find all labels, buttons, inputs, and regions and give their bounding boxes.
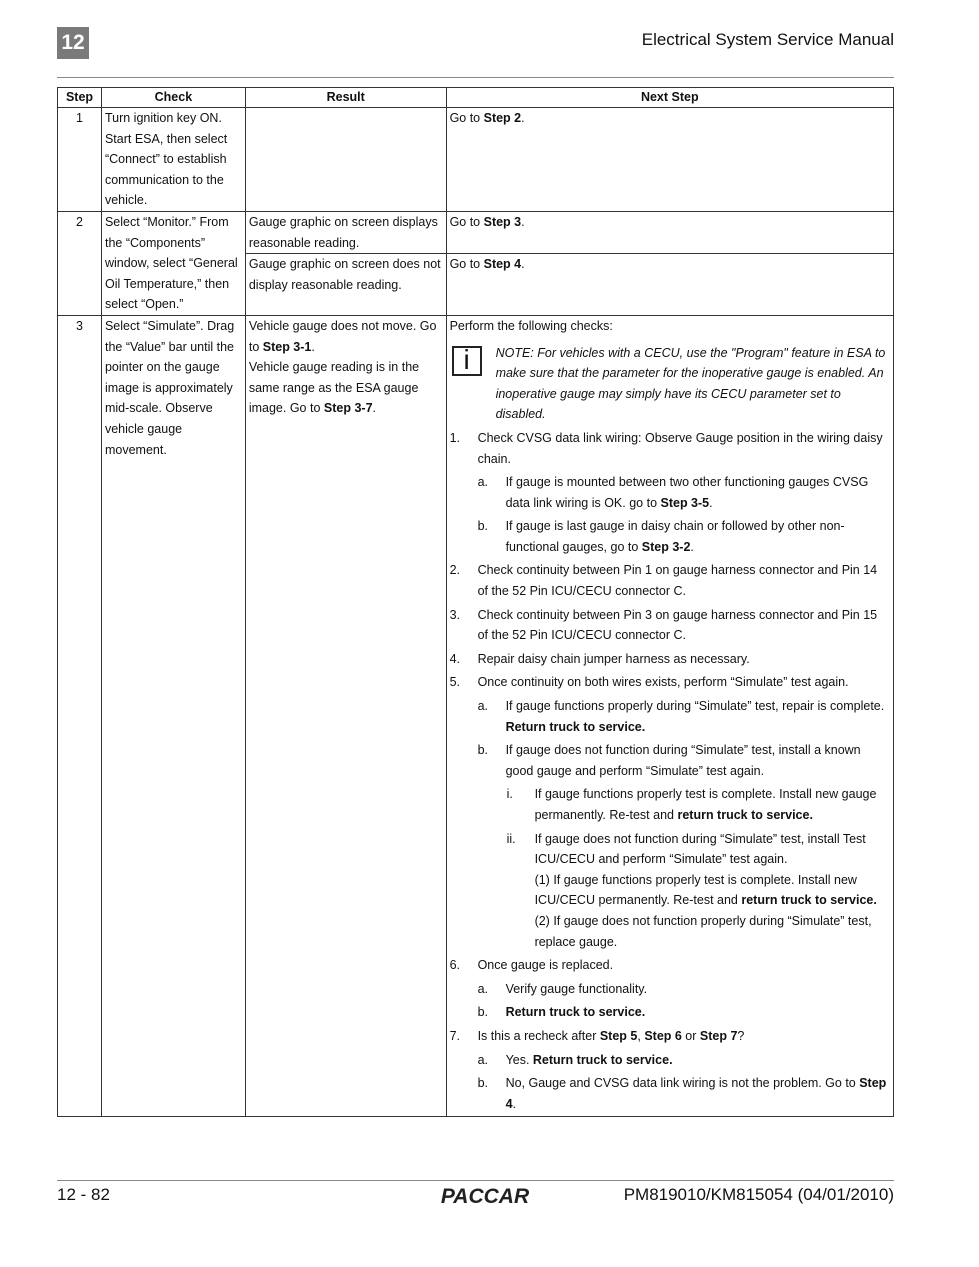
list-item: 6. Once gauge is replaced. <box>449 958 614 973</box>
note-block <box>450 343 890 425</box>
next-step-cell: Go to Step 2. <box>446 108 893 212</box>
header-divider <box>57 77 894 78</box>
list-item: 3. Check continuity between Pin 3 on gauge harness connector and Pin 15 of the 52 Pin ICU/CECU connector C. <box>449 607 878 643</box>
list-item: a. If gauge functions properly during “Simulate” test, repair is complete. Return truck to service. <box>477 699 885 734</box>
step-number: 2 <box>58 211 102 315</box>
list-item: b. If gauge does not function during “Simulate” test, install a known good gauge and perform “Simulate” test again. <box>477 743 861 778</box>
column-header-step: Step <box>58 88 102 108</box>
column-header-result: Result <box>245 88 446 108</box>
step-number: 1 <box>58 108 102 212</box>
table-row <box>58 108 894 212</box>
table-header-row <box>58 88 894 108</box>
list-item: a. If gauge is mounted between two other functioning gauges CVSG data link wiring is OK. go to Step 3-5. <box>477 475 869 510</box>
step-number: 3 <box>58 315 102 1116</box>
svg-text:PACCAR: PACCAR <box>440 1185 530 1207</box>
result-line: Vehicle gauge reading is in the same range as the ESA gauge image. Go to Step 3-7. <box>248 360 420 416</box>
next-step-cell: Go to Step 3. <box>446 211 893 254</box>
next-step-cell <box>446 315 893 1116</box>
list-item: 7. Is this a recheck after Step 5, Step 6 or Step 7? <box>449 1028 745 1043</box>
column-header-check: Check <box>101 88 245 108</box>
table-row <box>58 211 894 254</box>
check-cell: Select “Monitor.” From the “Components” window, select “General Oil Temperature,” then select “Open.” <box>101 211 245 315</box>
list-item: b. If gauge is last gauge in daisy chain or followed by other non-functional gauges, go to Step 3-2. <box>477 519 845 554</box>
column-header-next-step: Next Step <box>446 88 893 108</box>
list-item: b. No, Gauge and CVSG data link wiring is not the problem. Go to Step 4. <box>477 1076 887 1111</box>
result-cell: Gauge graphic on screen displays reasonable reading. <box>245 211 446 254</box>
info-icon: i <box>452 346 482 376</box>
page-number: 12 - 82 <box>57 1185 110 1204</box>
list-item: a. Yes. Return truck to service. <box>477 1052 673 1067</box>
check-cell: Turn ignition key ON. Start ESA, then select “Connect” to establish communication to the vehicle. <box>101 108 245 212</box>
list-item: 1. Check CVSG data link wiring: Observe Gauge position in the wiring daisy chain. <box>449 430 883 466</box>
checks-intro: Perform the following checks: <box>449 318 613 333</box>
paccar-logo <box>433 1183 537 1207</box>
document-id: PM819010/KM815054 (04/01/2010) <box>623 1185 894 1204</box>
result-cell <box>245 315 446 1116</box>
chapter-number-badge: 12 <box>57 27 89 59</box>
list-item: i. If gauge functions properly test is complete. Install new gauge permanently. Re-test and return truck to service. <box>506 787 877 822</box>
footer-divider <box>57 1180 894 1181</box>
table-row <box>58 315 894 1116</box>
note-text: NOTE: For vehicles with a CECU, use the "Program" feature in ESA to make sure that the parameter for the inoperative gauge is enabled. An inoperative gauge may simply have its CECU parameter set to disabled. <box>495 345 886 422</box>
next-step-cell: Go to Step 4. <box>446 254 893 315</box>
list-item: ii. If gauge does not function during “Simulate” test, install Test ICU/CECU and perform “Simulate” test again. (1) If gauge functions properly test is complete. Install new ICU/CECU permanently. Re-test and return truck to service. (2) If gauge does not function properly during “Simulate” test, replace gauge. <box>506 831 877 949</box>
check-cell: Select “Simulate”. Drag the “Value” bar until the pointer on the gauge image is approximately mid-scale. Observe vehicle gauge movement. <box>101 315 245 1116</box>
result-cell: Gauge graphic on screen does not display reasonable reading. <box>245 254 446 315</box>
list-item: b. Return truck to service. <box>477 1005 646 1020</box>
list-item: 5. Once continuity on both wires exists, perform “Simulate” test again. <box>449 675 849 690</box>
result-line: Vehicle gauge does not move. Go to Step 3-1. <box>248 318 437 354</box>
list-item: a. Verify gauge functionality. <box>477 981 648 996</box>
manual-title: Electrical System Service Manual <box>641 30 894 49</box>
list-item: 4. Repair daisy chain jumper harness as necessary. <box>449 651 750 666</box>
list-item: 2. Check continuity between Pin 1 on gauge harness connector and Pin 14 of the 52 Pin ICU/CECU connector C. <box>449 563 878 599</box>
result-cell <box>245 108 446 212</box>
troubleshooting-table <box>57 87 894 1117</box>
